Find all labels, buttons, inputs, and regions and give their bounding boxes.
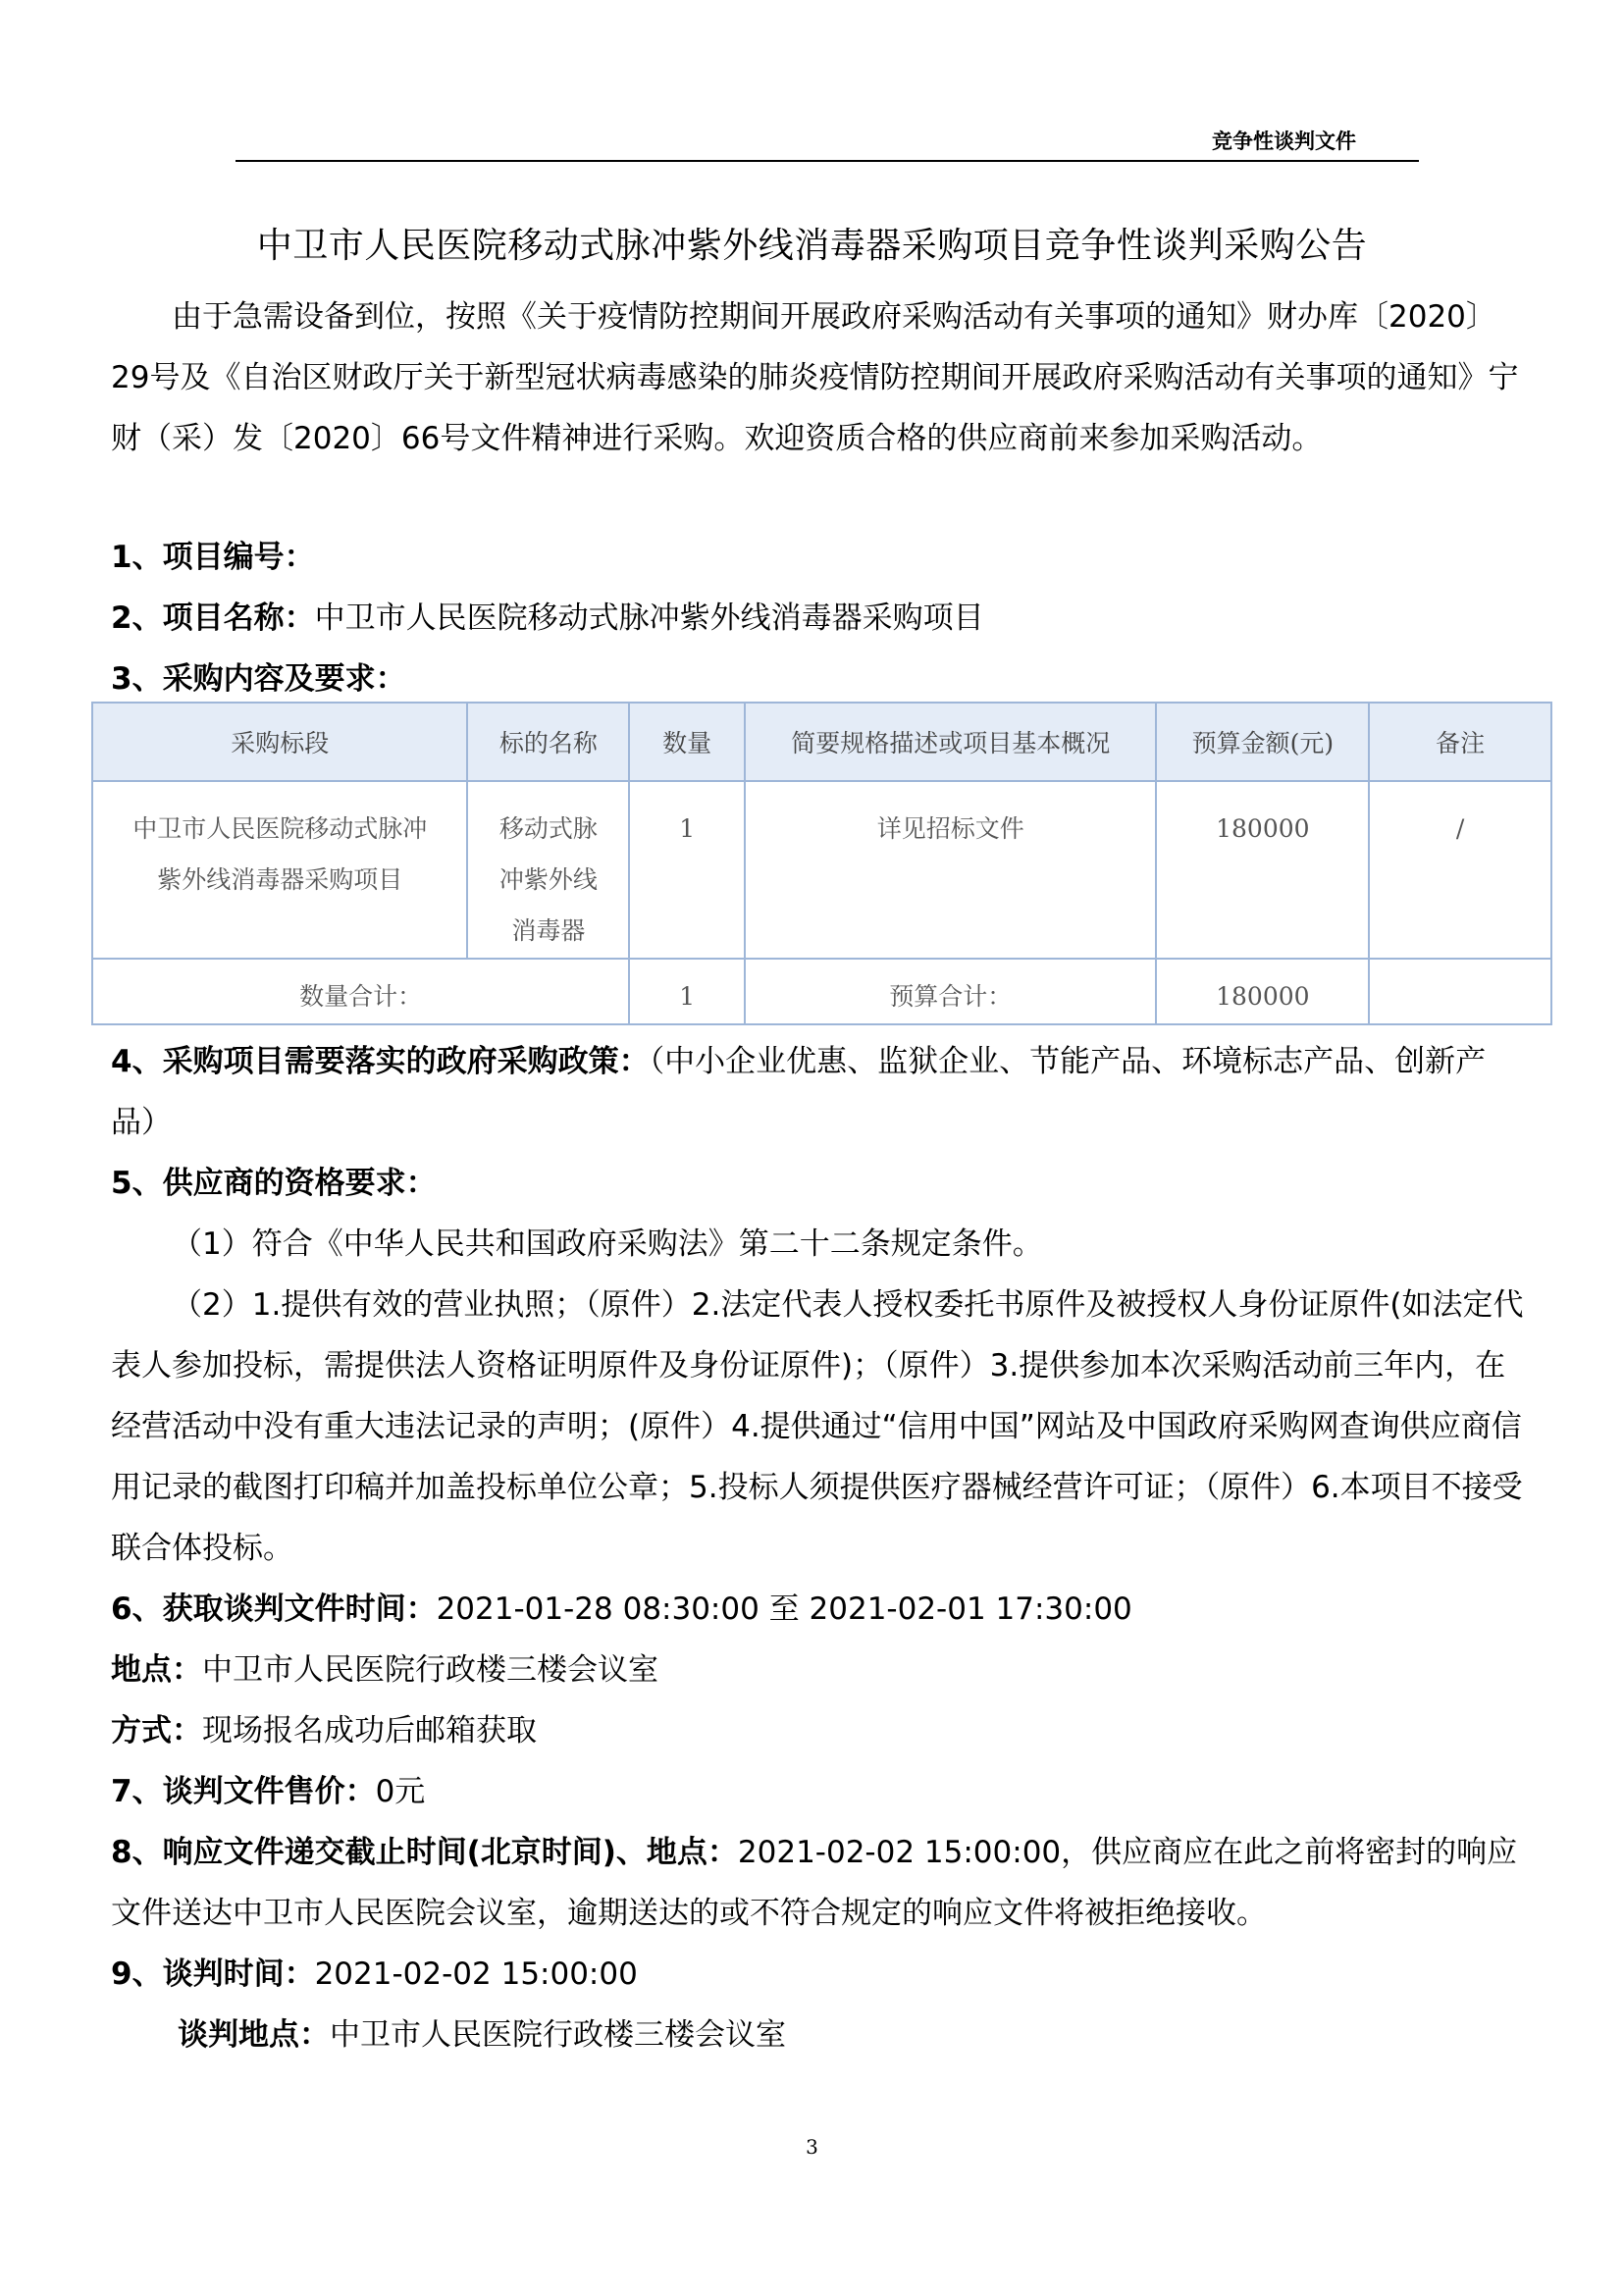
header-doc-type: 竞争性谈判文件 bbox=[1212, 130, 1356, 153]
section-6-place bbox=[111, 1640, 658, 1700]
col-header-item: 标的名称 bbox=[467, 703, 629, 781]
col-header-qty: 数量 bbox=[629, 703, 745, 781]
cell-budget: 180000 bbox=[1156, 781, 1369, 959]
header-divider bbox=[236, 160, 1419, 162]
cell-item: 移动式脉冲紫外线消毒器 bbox=[467, 781, 629, 959]
section-5 bbox=[111, 1153, 437, 1214]
page-title: 中卫市人民医院移动式脉冲紫外线消毒器采购项目竞争性谈判采购公告 bbox=[256, 226, 1368, 266]
section-6-method bbox=[111, 1700, 537, 1761]
intro-paragraph: 由于急需设备到位，按照《关于疫情防控期间开展政府采购活动有关事项的通知》财办库〔2020〕29号及《自治区财政厅关于新型冠状病毒感染的肺炎疫情防控期间开展政府采购活动有关事项的通知》宁财（采）发〔2020〕66号文件精神进行采购。欢迎资质合格的供应商前来参加采购活动。 bbox=[111, 299, 1519, 456]
section-9-label: 9、谈判时间： bbox=[111, 1956, 315, 1992]
cell-note: / bbox=[1369, 781, 1551, 959]
procurement-table bbox=[91, 702, 1552, 1025]
negotiation-time: 2021-02-02 15:00:00 bbox=[314, 1956, 638, 1992]
col-header-note: 备注 bbox=[1369, 703, 1551, 781]
col-header-spec: 简要规格描述或项目基本概况 bbox=[745, 703, 1156, 781]
cell-budget-total-label: 预算合计： bbox=[745, 959, 1156, 1024]
place-value: 中卫市人民医院行政楼三楼会议室 bbox=[202, 1652, 658, 1688]
table-total-row bbox=[92, 959, 1551, 1024]
section-8-label: 8、响应文件递交截止时间(北京时间)、地点： bbox=[111, 1835, 738, 1870]
cell-qty-total: 1 bbox=[629, 959, 745, 1024]
page-number: 3 bbox=[806, 2135, 818, 2159]
section-8 bbox=[111, 1822, 1524, 1944]
section-1-label: 1、项目编号： bbox=[111, 540, 315, 575]
negotiation-place: 中卫市人民医院行政楼三楼会议室 bbox=[330, 2017, 786, 2053]
cell-qty: 1 bbox=[629, 781, 745, 959]
negotiation-place-label: 谈判地点： bbox=[178, 2017, 330, 2053]
section-7-label: 7、谈判文件售价： bbox=[111, 1774, 376, 1809]
section-4-value: （中小企业优惠、监狱企业、节能产品、环境标志产品、创新产品） bbox=[111, 1044, 1487, 1140]
cell-budget-total: 180000 bbox=[1156, 959, 1369, 1024]
cell-total-note bbox=[1369, 959, 1551, 1024]
section-2 bbox=[111, 588, 984, 649]
cell-section: 中卫市人民医院移动式脉冲紫外线消毒器采购项目 bbox=[92, 781, 467, 959]
section-3-label: 3、采购内容及要求： bbox=[111, 661, 406, 697]
method-label: 方式： bbox=[111, 1713, 202, 1748]
section-5-label: 5、供应商的资格要求： bbox=[111, 1166, 437, 1201]
doc-time-range: 2021-01-28 08:30:00 至 2021-02-01 17:30:00 bbox=[436, 1591, 1132, 1627]
section-3 bbox=[111, 649, 406, 709]
project-name: 中卫市人民医院移动式脉冲紫外线消毒器采购项目 bbox=[314, 600, 984, 636]
section-9 bbox=[111, 1944, 638, 2005]
section-8-value: 2021-02-02 15:00:00，供应商应在此之前将密封的响应文件送达中卫市人民医院会议室，逾期送达的或不符合规定的响应文件将被拒绝接收。 bbox=[111, 1835, 1518, 1931]
table-row bbox=[92, 781, 1551, 959]
cell-qty-total-label: 数量合计： bbox=[92, 959, 629, 1024]
section-2-label: 2、项目名称： bbox=[111, 600, 315, 636]
section-7 bbox=[111, 1761, 425, 1822]
section-6-label: 6、获取谈判文件时间： bbox=[111, 1591, 437, 1627]
section-4-label: 4、采购项目需要落实的政府采购政策： bbox=[111, 1044, 650, 1079]
requirement-1: （1）符合《中华人民共和国政府采购法》第二十二条规定条件。 bbox=[172, 1226, 1043, 1262]
requirement-2: （2）1.提供有效的营业执照；（原件）2.法定代表人授权委托书原件及被授权人身份证原件(如法定代表人参加投标，需提供法人资格证明原件及身份证原件)；（原件）3.提供参加本次采购活动前三年内，在经营活动中没有重大违法记录的声明；(原件）4.提供通过“信用中国”网站及中国政府采购网查询供应商信用记录的截图打印稿并加盖投标单位公章；5.投标人须提供医疗器械经营许可证；（原件）6.本项目不接受联合体投标。 bbox=[111, 1287, 1524, 1566]
section-9-place bbox=[178, 2005, 786, 2065]
section-4 bbox=[111, 1031, 1524, 1153]
place-label: 地点： bbox=[111, 1652, 202, 1688]
doc-price: 0元 bbox=[375, 1774, 426, 1809]
col-header-section: 采购标段 bbox=[92, 703, 467, 781]
cell-spec: 详见招标文件 bbox=[745, 781, 1156, 959]
col-header-budget: 预算金额(元) bbox=[1156, 703, 1369, 781]
section-6 bbox=[111, 1579, 1132, 1640]
table-header-row bbox=[92, 703, 1551, 781]
section-1 bbox=[111, 527, 315, 588]
method-value: 现场报名成功后邮箱获取 bbox=[202, 1713, 537, 1748]
